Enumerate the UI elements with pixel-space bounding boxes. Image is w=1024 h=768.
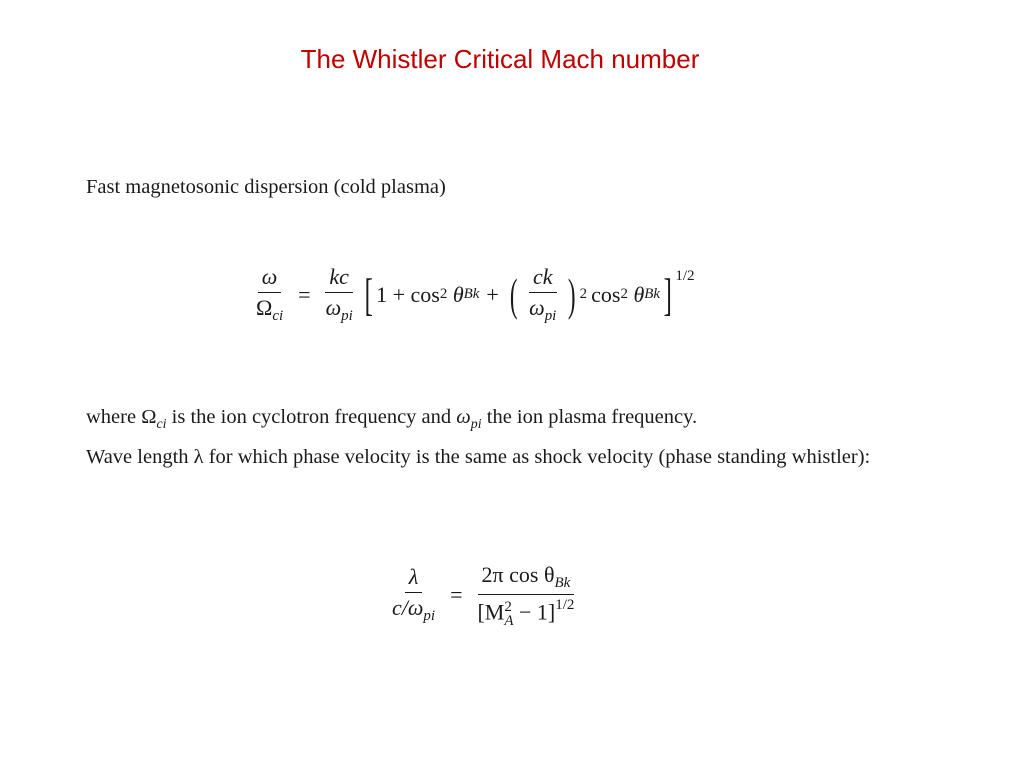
frac-ck-over-omega-pi: $\frac{ck}{\omega_{pi}}$ <box>529 264 557 325</box>
left-bracket: [ <box>364 268 373 320</box>
critical-wavelength-equation <box>384 562 582 628</box>
right-bracket: ] <box>663 268 672 320</box>
frac-kc-over-omega-pi: $\frac{kc}{\omega_{pi}}$ <box>325 264 353 325</box>
intro-text: Fast magnetosonic dispersion (cold plasma) <box>86 176 446 198</box>
dispersion-equation: $\frac{\omega}{\Omega_{ci}}$ = $\frac{kc}{\omega_{pi}}$ [ 1 + cos 2 θ Bk + ( $\frac{ck}{\omega_{pi}}$ ) 2 cos 2 θ Bk ] 1/2 <box>248 264 695 325</box>
right-paren: ) <box>568 268 576 320</box>
equals-sign: = <box>298 281 311 307</box>
equals-sign: = <box>450 582 463 608</box>
explanation-text: where $\Omega_{ci}$ is the ion cyclotron frequency and $\omega_{pi}$ the ion plasma frequency. Wave length λ for which phase velocity is the same as shock velocity (phase standing whistler): <box>86 406 871 468</box>
frac-lambda-over-c-omega-pi: $\frac{\lambda}{c/\omega_{pi}}$ <box>392 564 436 625</box>
frac-rhs: 2π $\cos \theta_{Bk}$ [M 2 A − 1]$^{1/2}$ <box>477 562 575 629</box>
left-paren: ( <box>509 268 518 320</box>
slide-title: The Whistler Critical Mach number <box>300 44 700 74</box>
frac-omega-over-omega-ci: $\frac{\omega}{\Omega_{ci}}$ <box>256 264 284 325</box>
